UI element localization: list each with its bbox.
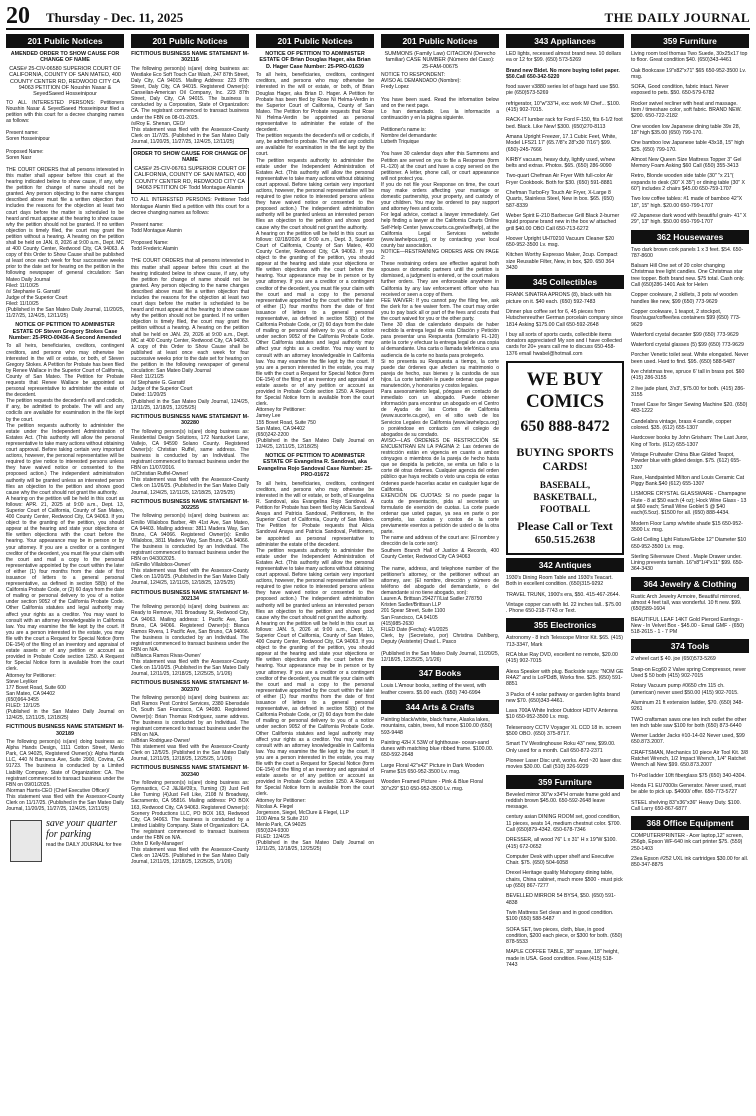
classified-item: Drexel Heritage quality Mahogany dining table, chairs, China cabinet, much more $500 - must pick up (650) 867-7277 [506,870,623,890]
notice-box [131,148,249,194]
newspaper-name: THE DAILY JOURNAL [604,10,750,25]
classified-item: Tri-Pod ladder 10ft fiberglass $75 (650) 340-4304. [631,772,746,779]
classified-item: Waterford crystal decanter $99 (650) 773-9629 [631,331,739,338]
notice-body: The following person(s) is(are) doing business as: Ready to Remove, 701 Broadway St, Redwood City, CA 94063. Mailing address: 1 Pacific Ave, San Bruno, CA 94066. Registered Owner(s): Blanca Ramos Rivera, 1 Pacific Ave, San Bruno, CA 94066. The business is conducted by an Individual. The registrant commenced to transact business under the FBN on N/A. /s/Blanca Ramos Rivas-Owner/ This statement was filed with the Assessor-County Clerk on 11/10/25. (Published in the San Mateo Daily Journal, 12/11/25, 12/18/25, 12/25/25, 1/1/26) [131,604,249,678]
classified-item: SOFA, Good condition, fabric intact. Never exposed to pets. $50. 650-579-6782 [631,84,729,97]
classified-item: Alexa Speaker with plug. Backside says: "NOM GE R4A2" and is LoPDdB, Works fine. $25. (650) 591-8851 [506,668,624,688]
notice-title: FICTITIOUS BUSINESS NAME STATEMENT M-302189 [6,724,124,737]
classified-item: Weber Spirit E-210 Barbecue Grill Black 2-burner liquid propane brand new in the box w/ attached grill $40.00 OBO Call 650-713-6272 [506,212,620,232]
classified-item: #2 Japanese dark wood with beautiful grain- 41" X 29", 13" high. $50.00 650-799-1707 [631,212,747,226]
classified-item: live christmas tree, spruce 6' tall in brass pot. $60 (415) 286-3155 [631,368,745,382]
column-6 [631,34,749,1112]
classified-item: FRANK SINATRA APRONS (8), black with his picture on it. $40 each. (650) 592-7483 [506,292,612,305]
classified-item: 2 wheel cart $ 40. joe (650)573-5269 [631,656,716,663]
classified-item: BEVELLED MIRROR 54 BYS4, $50. (650) 591-4838 [506,893,616,906]
classified-item: Two low coffee tables: #1 made of bamboo 42"X 18", 15" high. $20.00 650-799-1707 [631,196,743,209]
classified-item: Two dark brown cork panels 1 x 3 feet. $54. 650-787-8600 [631,246,744,259]
classified-item: Telesensory CCTV Voyager XL CCD 18 in. screen $500 OBO. (650) 375-8717. [506,724,622,738]
notice-title: FICTITIOUS BUSINESS NAME STATEMENT M-302370 [131,680,249,693]
notice-title: NOTICE OF PETITION TO ADMINISTER ESTATE OF Brian Douglas Hager, aka Brian D. Hager Case Number: 25-PRO-01639 [259,51,371,70]
section-header-public-notices: 201 Public Notices [381,34,499,48]
notice-body: To all heirs, beneficiaries, creditors, contingent creditors, and persons who may otherwise be interested in the will or estate, or both, of Evangelina R. Sandoval, aka Evangelina Rojo Sandoval. A Petition for Probate has been filed by Alicia Sandoval Anaya and Patricia Sandoval, Petitioners, in the Superior Court of California, County of San Mateo. The Petition for Probate requests that Alicia Sandoval Anaya and Patricia Sandoval, Petitioners, be appointed as personal representative to administer the estate of the decedent. The petition requests authority to administer the estate under the Independent Administration of Estates Act. (This authority will allow the personal representative to take many actions without obtaining court approval. Before taking certain very important actions, however, the personal representative will be required to give notice to interested persons unless they have waived notice or consented to the proposed action.) The independent administration authority will be granted unless an interested person files an objection to the petition and shows good cause why the court should not grant the authority. A hearing on the petition will be held in this court as follows: JAN. 5, 2026 at 9:00 a.m., Dept. 13, Superior Court of California, County of San Mateo, 400 County Center, Redwood City, CA 94063. If you object to the granting of the petition, you should appear at the hearing and state your objections or file written objections with the court before the hearing. Your appearance may be in person or by your attorney. If you are a creditor or a contingent creditor of the decedent, you must file your claim with the court and mail a copy to the personal representative appointed by the court within the later of either (1) four months from the date of first issuance of letters to a general personal representative, as defined in section 58(b) of the California Probate Code, or (2) 60 days from the date of mailing or personal delivery to you of a notice under section 9052 of the California Probate Code. Other California statutes and legal authority may affect your rights as a creditor. You may want to consult with an attorney knowledgeable in California law. You may examine the file kept by the court. If you are a person interested in the estate, you may file with the court a Request for Special Notice (form DE-154) of the filing of an inventory and appraisal of estate assets or of any petition or account as provided in Probate Code section 1250. A Request for Special Notice form is available from the court clerk. Attorney for Petitioner: Nicolas A. Flegel Jorgenson, Siegel, McClure & Flegel, LLP 1100 Alma St Suite 210 Menlo Park, CA 94025 (650)324-9300 FILED: 12/4/25 (Published in the San Mateo Daily Journal on 12/11/25, 12/18/25, 12/25/25) [256,480,374,853]
notice-case-header: CASE# 25-CIV-06580 SUPERIOR COURT OF CALIFORNIA, COUNTY OF SAN MATEO, 400 COUNTY CENTER RD, REDWOOD CITY CA 94063 PETITION OF Noushin Nasar & SeyedSaeed Hosseinipour [9,65,121,98]
notice-title: FICTITIOUS BUSINESS NAME STATEMENT M-302280 [131,413,249,427]
classified-item: Lava 700A White Indoor Outdoor HDTV Antenna $10 650-952-3500 Lv. msg. [506,708,618,721]
notice-body: The following person(s) is(are) doing business as: Rafi Ramos Pest Control Services, 2380 Ebensdale Dr, South San Francisco, CA 94080. Registered Owner(s): Brian Thomas Rodriguez, same address. The business is conducted by an Individual. The registrant commenced to transact business under the FBN on N/A. /s/Brian Rodriguez-Owner/ This statement was filed with the Assessor-County Clerk on 12/5/25. (Published in the San Mateo Daily Journal, 12/11/25, 12/18/25, 12/25/25, 1/1/26) [131,695,249,763]
classified-item: Pioneer Laser Disc unit, works. And ~20 laser disc movies $30.00. Call (510) 326-9229 [506,757,622,771]
section-header-electronics: 355 Electronics [506,618,624,632]
column-2 [131,34,249,1112]
classified-item: Retro, Blonde wooden side table (30" "x 21"( expands to desk (30" X 35") or dining table (30" X 60") includes 2 chairs $45.00 650-759-1707 [631,173,745,193]
classified-item: LED lights, recessed almost brand new. 10 dollars ea or 12 for $99. (650) 573-5269 [506,51,622,64]
classified-item: Chefman TurboFry Touch Air Fryer, X-Large 8 Quarts, Stainless Steel, New in box. $65. (650) 587-8339 [506,190,614,209]
page-number: 20 [6,3,30,29]
classified-item: RCA blue Ray DVD, excellent no remote, $20.00 (415) 902-7015 [506,652,618,665]
summons-body: NOTICE TO RESPONDENT: AVISO AL DEMANDADO (Nombre): Fredy Lopez You have been sued. Read the information below and on the next page. Lo han demandado. Lea la información a continuación y en la página siguiente. Petitioner's name is: Nombre del demandante: Lizbeth Triquique You have 30 calendar days after this Summons and Petition are served on you to file a Response (form FL-120) at the court and have a copy served on the petitioner. A letter, phone call, or court appearance will not protect you. If you do not file your Response on time, the court may make orders affecting your marriage or domestic partnership, your property, and custody of your children. You may be ordered to pay support and attorney fees and costs. For legal advice, contact a lawyer immediately. Get help finding a lawyer at the California Courts Online Self-Help Center (www.courts.ca.gov/selfhelp), at the California Legal Services website (www.lawhelpca.org), or by contacting your local county bar association. NOTICE—RESTRAINING ORDERS ARE ON PAGE 2: These restraining orders are effective against both spouses or domestic partners until the petition is dismissed, a judgment is entered, or the court makes further orders. They are enforceable anywhere in California by any law enforcement officer who has received or seen a copy of them. FEE WAIVER: If you cannot pay the filing fee, ask the clerk for a fee waiver form. The court may order you to pay back all or part of the fees and costs that the court waived for you or the other party. Tiene 30 días de calendario después de haber recibido la entrega legal de esta Citación y Petición para presentar una Respuesta (formulario FL-120) ante la corte y efectuar la entrega legal de una copia al demandante. Una carta o llamada telefónica o una audiencia de la corte no basta para protegerlo. Si no presenta su Respuesta a tiempo, la corte puede dar órdenes que afecten su matrimonio o pareja de hecho, sus bienes y la custodia de sus hijos. La corte también le puede ordenar que pague manutención, y honorarios y costos legales. Para asesoramiento legal, póngase en contacto de inmediato con un abogado. Puede obtener información para encontrar un abogado en el Centro de Ayuda de las Cortes de California (www.sucorte.ca.gov), en el sitio web de los Servicios Legales de California (www.lawhelpca.org) o poniéndose en contacto con el colegio de abogados de su condado. AVISO—LAS ÓRDENES DE RESTRICCIÓN SE ENCUENTRAN EN LA PÁGINA 2: Las órdenes de restricción están en vigencia en cuanto a ambos cónyuges o miembros de la pareja de hecho hasta que se despida la petición, se emita un fallo o la corte dé otras órdenes. Cualquier agencia del orden público que haya recibido o visto una copia de estas órdenes puede hacerlas acatar en cualquier lugar de California. EXENCIÓN DE CUOTAS: Si no puede pagar la cuota de presentación, pida al secretario un formulario de exención de cuotas. La corte puede ordenar que usted pague, ya sea en parte o por completo, las cuotas y costos de la corte previamente exentos a petición de usted o de la otra parte. The name and address of the court are: (El nombre y dirección de la corte son): Southern Branch Hall of Justice & Records, 400 County Center, Redwood City CA 94063 The name, address, and telephone number of the petitioner's attorney, or the petitioner without an attorney, are: (El nombre, dirección y número de teléfono del abogado del demandante, o del demandante si no tiene abogado, son): Lauren A. Brittsan 294277/Liat Sadler 278750 Kristen Sadler/Brittsan LLP 201 Spear Street, Suite 1100 San Francisco, CA 94105 (415)985-2630 FILED Date (Fecha): 4/1/2025 Clerk, by (Secretario, por) Christina Dahlberg, Deputy (Asistente) Chad L. Pasco (Published in the San Mateo Daily Journal, 11/20/25, 12/18/25, 12/25/25, 1/1/26) [381,72,499,664]
classified-item: SOFA SET, two pieces, cloth, blue, in good condition, $200 each piece, or $300 for both. (650) 878-5533 [506,926,623,946]
classified-item: DRESSER, all wood 76" L x 31" H x 19"W $100. (415) 672-0652 [506,837,617,850]
classified-item: Computer Desk with upper shelf and Executive Chair. $75. (650) 504-6058 [506,853,614,867]
classified-item: Travel Case for Singer Sewing Machine $20. (650) 483-1222 [631,402,748,415]
classified-item: LISMORE CRYSTAL GLASSWARE - Champagne Flute - 8 at $50 each (4 oz); Hock Wine Glass - 13 at $60 each; Small Wine Goblet 5 @ $40 each(6.5oz). $1500 for all. (650) 888-4434. [631,491,747,517]
section-header-public-notices: 201 Public Notices [256,34,374,48]
section-header-furniture: 359 Furniture [631,34,749,48]
ad-headline-2: BUYING SPORTS CARDS! [516,444,614,473]
classified-item: Werner Ladder Jacks #10-14-02 Never used, $99 650.873.2007. [631,733,745,746]
notice-body: The following person(s) is(are) doing business as: Residential Design Solutions, 172 Nantucket Lane, Vallejo, CA 94590 Solano County. Registered Owner(s): Christian Ruffel, same address. The business is conducted by an Individual. The registrant commenced to transact business under the FBN on 11/07/2016. /s/Christian Ruffel-Owner/ This statement was filed with the Assessor-County Clerk on 11/26/25. (Published in the San Mateo Daily Journal, 12/4/25, 12/11/25, 12/18/25, 12/25/25) [131,428,249,496]
ad-call: Please Call or Text [517,518,613,533]
section-header-furniture: 359 Furniture [506,775,624,789]
classified-item: Dinner plus coffee set for 6, 45 pieces from Hutschenreuther German porcelain company since 1814 Asking $175.00 Call 650-592-2648 [506,308,624,328]
classified-item: 2 live jade plant, 3'x3', $75.00 for both. (415) 286-3155 [631,385,745,398]
classified-item: refrigerator, 10"w"33"H, exc work M/ Chef... $100. (415) 902-7015. [506,100,621,114]
classified-item: Waterford crystal glasses (5) $99 (650) 773-9629 [631,342,744,349]
classified-item: I buy all sorts of sports cards, collectible items donators appreciated! My son and I have collected cards for 20+ years call me to discuss 650-458-1376 email hwabel@hotmail.com [506,331,622,357]
classified-item: Hardcover books by John Grisham: The Last Juror, King of Torts. (612) 655-1307 [631,435,749,448]
classified-item: Modern Floor Lamp w/white shade $15 650-952-3500 Lv. msg. [631,520,743,533]
classified-item: Vintage copper can with lid. 22 inches tall.. $75.00 . Phone 650-218-7743 or Text. [506,601,622,615]
parking-meter-icon [10,820,42,862]
notice-body: TO ALL INTERESTED PERSONS: Petitioner Todd Montague Alamin filed a petition with this court for a decree changing names as follows: Present name: Todd Montague Alamin Proposed Name: Todd Frederic Alamin THE COURT ORDERS that all persons interested in this matter shall appear before this court at the hearing indicated below to show cause, if any, why the petition for change of name should not be granted. Any person objecting to the name changes described above must file a written objection that includes the reasons for the objection at least two court days before the matter is scheduled to be heard and must appear at the hearing to show cause why the petition should not be granted. If no written objection is timely filed, the court may grant the petition without a hearing. A hearing on the petition shall be held on JAN. 29, 2026 at 9:00 a.m., Dept. MC at 400 County Center, Redwood City, CA 94063. A copy of this Order to Show Cause shall be published at least once each week for four successive weeks prior to the date set for hearing on the petition in the following newspaper of general circulation: San Mateo Daily Journal Filed: 11/21/25 /s/ Stephanie G. Garratt/ Judge of the Superior Court Dated: 11/20/25 (Published in the San Mateo Daily Journal, 12/4/25, 12/11/25, 12/18/25, 12/25/25) [131,197,249,411]
parking-ad [6,818,124,864]
ad-headline: save your quarter for parking [46,818,118,841]
column-5 [506,34,624,1112]
section-header-household: 362 Housewares [631,230,749,244]
we-buy-comics-ad [506,361,624,555]
notice-title: AMENDED ORDER TO SHOW CAUSE FOR CHANGE OF NAME [10,51,120,64]
classified-item: RACK-IT lumber rack for Ford F-150, fits 6-1/2 foot bed. Black. Like New! $300. (650)270-8113 [506,117,623,130]
classified-item: Large Floral 42"x42" Picture in Dark Wooden Frame $15 650-952-3500 Lv. msg. [381,762,485,775]
columns [6,34,750,1112]
notice-title: NOTICE OF PETITION TO ADMINISTER ESTATE OF Evangelina R. Sandoval, aka Evangelina Rojo Sandoval Case Number: 25-PRO-01672 [257,453,373,479]
classified-item: CRAFTSMAN, Mechanics 10 piece Air Tool Kit. 3/8 Ratchet Wrench, 1/2 Impact Wrench, 1/4" Ratchet Wrench all New $99. 650.873.2007 [631,749,748,769]
classified-item: 1930's Dining Room Table and 1930's Teacart. Both in excellent condition. (650)315-9292 [506,574,613,588]
classified-item: Copper cookware, 1 teapot, 2 stockpot, flour/sugar/coffee/tea containers $99 (650) 773-9629 [631,308,741,328]
classified-item: 23ea Epson #252 UXL ink cartridges $30.00 for all. 850-347-8875 [631,856,749,869]
classified-item: COMPUTER/PRINTER - Acer laptop,12" screen, 256gb, Epson WF-640 ink cart printer $75. (559) 250-1403 [631,833,743,852]
classified-item: Rare, Handpainted Milton and Louis Ceramic Cat Piggy Bank.$40 (612) 655-1307 [631,474,745,488]
classified-item: Vintage Fruitwafer China Blue Gilded Teapot, Powder blue with gilded design. $75. (612) 655-1307 [631,451,741,471]
notice-body: The following person(s) is(are) doing business as: Alpha Hands Design, 1111 Cotton Street, Menlo Park, CA 94025, Registered Owner(s): Alpha Hands LLC, 440 N Barranca Ave, Suite 2900, Covina, CA 91723. The business is conducted by a Limited Liability Company. State of Organization: CA. The registrant commenced to transact business under the FBN on 09/01/2025. /Norman Harris-CEO (Chief Executive Officer)/ This statement was filed with the Assessor-County Clerk on 11/17/25. (Published in the San Mateo Daily Journal, 11/20/25, 11/27/25, 12/4/25, 12/11/25) [6,739,124,813]
section-header-collectibles: 345 Collectibles [506,275,624,289]
section-header-arts: 344 Arts & Crafts [381,700,499,714]
notice-title: NOTICE OF PETITION TO ADMINISTER ESTATE OF Steven Gregory Stokes Case Number: 25-PRO-00436-A Second Amended [8,322,122,342]
classified-item: Aluminum 21 ft extension ladder, $70. (650) 348-9261 [631,699,744,713]
ad-phone: 650 888-8472 [520,417,610,435]
section-header-jewelry: 364 Jewelry & Clothing [631,577,749,591]
classified-item: Oak Bookcase 19"x82"x71" $65 650-952-3500 Lv. msg. [631,67,747,80]
classified-item: Porcher Venetic toilet seat. White elongated. Never been used. Hard to find. $95. (650) 588-5487 [631,352,749,365]
notice-body: The following person(s) is(are) doing business as: Emilio Villalobos Barber, 4th 41st Ave, San Mateo, CA 94403. Mailing address: 3811 Madera Way, San Bruno, CA 94066. Registered Owner(s): Emilio Villalobos, 3811 Madera Way, San Bruno, CA 94066. The business is conducted by an Individual. The registrant commenced to transact business under the FBN on 04/30/2025. /s/Emilio Villalobos-Owner/ This statement was filed with the Assessor-County Clerk on 11/20/25. (Published in the San Mateo Daily Journal, 12/4/25, 12/11/25, 12/18/25, 12/25/25) [131,513,249,587]
ad-tagline: read the DAILY JOURNAL for free [46,842,122,849]
section-header-public-notices: 201 Public Notices [6,34,124,48]
notice-body: To all heirs, beneficiaries, creditors, contingent creditors, and persons who may otherwise be interested in the will or estate, or both, of Brian Douglas Hager, aka Brian D. Hager. A Petition for Probate has been filed by Rose Ni Helma-Verdin in the Superior Court of California, County of San Mateo. The Petition for Probate requests that Rose Ni Helma-Verdin be appointed as personal representative to administer the estate of the decedent. The petition requests the decedent's will or codicils, if any, be admitted to probate. The will and any codicils are available for examination in the file kept by the court. The petition requests authority to administer the estate under the Independent Administration of Estates Act. (This authority will allow the personal representative to take many actions without obtaining court approval. Before taking certain very important actions, however, the personal representative will be required to give notice to interested persons unless they have waived notice or consented to the proposed action.) The independent administration authority will be granted unless an interested person files an objection to the petition and shows good cause why the court should not grant the authority. A hearing on the petition will be held in this court as follows: 02/18/2026 at 9:00 a.m., Dept. 3, Superior Court of California, County of San Mateo, 400 County Center, Redwood City, CA 94063. If you object to the granting of the petition, you should appear at the hearing and state your objections or file written objections with the court before the hearing. Your appearance may be in person or by your attorney. If you are a creditor or a contingent creditor of the decedent, you must file your claim with the court and mail a copy to the personal representative appointed by the court within the later of either (1) four months from the date of first issuance of letters to a general personal representative, as defined in section 58(b) of the California Probate Code, or (2) 60 days from the date of mailing or personal delivery to you of a notice under section 9052 of the California Probate Code. Other California statutes and legal authority may affect your rights as a creditor. You may want to consult with an attorney knowledgeable in California law. You may examine the file kept by the court. If you are a person interested in the estate, you may file with the court a Request for Special Notice (form DE-154) of the filing of an inventory and appraisal of estate assets or of any petition or account as provided in Probate Code section 1250. A Request for Special Notice form is available from the court clerk. Attorney for Petitioner: Jamey Lee 155 Bovet Road, Suite 750 San Mateo, CA 94402 (650)242-2200 (Published in the San Mateo Daily Journal on 12/4/25, 12/11/25, 12/18/25) [256,72,374,450]
ad-phone-2: 650.515.2638 [534,533,596,546]
notice-body: The following person(s) is(are) doing business as: Gymnastics, C-2 J&J&#39;s, Turning (3) Just Fell Like Turning (4)Just Fell Like, 2108 N Broadway, Sacramento, CA 95816. Mailing address: PO BOX 163, Redwood City, CA 94063. Registered Owner(s): Scenery Productions LLC, PO BOX 163, Redwood City, CA 94063. The business is conducted by a Limited Liability Company. State of Organization: CA. The registrant commenced to transact business under the FBN on N/A. /John D Kelly-Manager/ This statement was filed with the Assessor-County Clerk on 12/4/25. (Published in the San Mateo Daily Journal, 12/11/25, 12/18/25, 12/25/25, 1/1/26) [131,780,249,866]
classified-item: Painting black/white, black frame, Alaska lakes, mountains, cabin, trees, full moon $100.00 (650) 593-9448 [381,716,493,736]
classified-item: Gold Ceiling Light Fixture/Globe 12" Diameter $10 650-952-3500 Lv. msg. [631,537,747,550]
classified-item: Smart TV Westinghouse Roku 43" new, $99.00. Only used for a month. Call 650-872-2371 [506,741,616,754]
column-3 [256,34,374,1112]
classified-item: Rocker swivel recliner with heat and massage. Item / timeshare color, soft fabric. BRAND NEW. $200. 650-722-2182 [631,100,742,120]
ad-headline: WE BUY COMICS [525,368,605,412]
notice-title: FICTITIOUS BUSINESS NAME STATEMENT M-302116 [131,51,249,64]
notice-body: The following person(s) is(are) doing business as: Westlake Eco Soft Touch Car Wash, 247 87th Street, Daly City, CA 94015. Mailing Address: 223 87th Street, Daly City, CA 94015. Registered Owner(s): Canseilan-American Oil Company, Inc. 223 87th Street, Daly City, CA 94015. The business is conducted by a Corporation, State of Organization: CA. The registrant commenced to transact business under the FBN on 08-01-2025. /s/Roy E. Shenan, CEO/ This statement was filed with the Assessor-County Clerk on 11/7/25. (Published in the San Mateo Daily Journal, 11/20/25, 11/27/25, 12/4/25, 12/11/25) [131,65,249,145]
classified-item: Painting 42H X 53W of lighthouse- ocean-sand dunes with matching blue ribbed frame. $100.00. 650-592-2648 [381,739,494,759]
classified-item: food saver v3880 series lot of bags hard use $50. pie (650)573-5269 [506,84,620,97]
classified-item: Brand new Bidet. No more buying toilet paper. $50.Call 650-342-5220 [506,67,620,80]
classified-item: MAPLE COFFEE TABLE, 38" square, 18" height, made in USA. Good condition. Free.(415) 518-7443 [506,949,619,969]
classified-item: Wooden Framed Picture - Pink & Blue Floral 30"x29" $10 650-952-3500 Lv. msg. [381,779,483,792]
classified-item: Kitchen Worthy Espresso Maker, 2cup. Compact size Reusable Filter, New, in box, $20. 650 364 3430 [506,252,618,272]
notice-title: FICTITIOUS BUSINESS NAME STATEMENT M-302134 [131,589,249,602]
classified-item: Candelabra vintage, brass 4 candle, copper colored. $35. (612) 655-1307 [631,418,732,432]
classified-item: Rustic Arch Jewelry Armoire, Beautiful mirrored, almost 4 feet tall, was wonderful. 10 ft new. $99.(650)589-1604 [631,593,742,613]
classified-item: One wooden low Japanese dining table 39x 28, 18" high $35.00 (650) 799-170. [631,123,741,136]
classified-item: Astronomy - 8 inch Telescope Mirror Kit. $65. (415) 713-3347, Mark [506,635,623,648]
section-header-antiques: 342 Antiques [506,558,624,572]
classified-item: Balsam Hill One set of 20 color changing Christmas tree light candles. One Christmas star tree topper. Both brand new. $75 total. Cash only. Call (650)286-1401 Ask for Helen [631,263,745,289]
notice-title: ORDER TO SHOW CAUSE FOR CHANGE OF NAME [133,151,247,164]
classified-item: TWO craftsman saws one ten inch outlet the other ten inch table saw $100 for both (650) 873-6440 [631,716,747,729]
section-header-books: 347 Books [381,666,499,680]
classified-item: One bamboo low Japanese table 43x18, 15" high $25. (650) 799-170. [631,140,745,153]
column-4 [381,34,499,1112]
classified-item: century asian DINING ROOM set, good condition, 11 pieces, seats 14, medium chestnut color. $700. Call (650)879-4342. 650-678-7346 [506,814,621,833]
page-date: Thursday - Dec. 11, 2025 [46,10,184,25]
classified-item: Living room tool thomas Two Suede, 30x25x17 top to floor. Great condition $40. (650)343-4461 [631,51,748,64]
classified-item: Beveled mirror 30"w x34"H ornate frame gold and reddish brown $45.00. 650-592-2648 leave message. [506,791,621,811]
summons-header: SUMMONS (Family Law) CITACION (Derecho familiar) CASE NUMBER (Número del Caso): 25-FAM-00675 [384,51,496,70]
notice-title: FICTITIOUS BUSINESS NAME STATEMENT M-302340 [131,765,249,778]
section-header-tools: 374 Tools [631,639,749,653]
classified-item: Snap-on Ecg60 2 Valve spring Compressor, never Used $ 50 both (415) 902-7015 [631,666,746,680]
classified-item: KIRBY vacuum, heavy duty, lightly used, w/new belts and extras. Photos. $65. (650) 286-9090 [506,156,616,170]
notice-body: To all heirs, beneficiaries, creditors, contingent creditors, and persons who may otherwise be interested in the will or estate, or both, of Steven Gregory Stokes. A Petition for Probate has been filed by Renee Wallace in the Superior Court of California, County of San Mateo. The Petition for Probate requests that Renee Wallace be appointed as personal representative to administer the estate of the decedent. The petition requests the decedent's will and codicils, if any, be admitted to probate. The will and any codicils are available for examination in the file kept by the court. The petition requests authority to administer the estate under the Independent Administration of Estates Act. (This authority will allow the personal representative to take many actions without obtaining court approval. Before taking certain very important actions, however, the personal representative will be required to give notice to interested persons unless they have waived notice or consented to the proposed action.) The independent administration authority will be granted unless an interested person files an objection to the petition and shows good cause why the court should not grant the authority. A hearing on the petition will be held in this court as follows: APR. 21, 2025 at 9:00 a.m., Dept. 13, Superior Court of California, County of San Mateo, 400 County Center, Redwood City, CA 94063. If you object to the granting of the petition, you should appear at the hearing and state your objections or file written objections with the court before the hearing. Your appearance may be in person or by your attorney. If you are a creditor or a contingent creditor of the decedent, you must file your claim with the court and mail a copy to the personal representative appointed by the court within the later of either (1) four months from the date of first issuance of letters to a general personal representative, as defined in section 58(b) of the California Probate Code, or (2) 60 days from the date of mailing or personal delivery to you of a notice under section 9052 of the California Probate Code. Other California statutes and legal authority may affect your rights as a creditor. You may want to consult with an attorney knowledgeable in California law. You may examine the file kept by the court. If you are a person interested in the estate, you may file with the court a Request for Special Notice (form DE-154) of the filing of an inventory and appraisal of estate assets or of any petition or account as provided in Probate Code section 1250. A Request for Special Notice form is available from the court clerk. Attorney for Petitioner: Steve Leyliker 177 Bovet Road, Suite 600 San Mateo, CA 94402 (650)964-3455 FILED: 12/1/25 (Published in the San Mateo Daily Journal on 12/4/25, 12/11/25, 12/18/25) [6,343,124,722]
classified-item: 3 Packs of 4 solar pathway or garden lights brand new $70. (650)343-4461. [506,691,620,704]
notice-title: FICTITIOUS BUSINESS NAME STATEMENT M-302255 [131,498,249,511]
classified-item: Amana Upright Freezer, 17.1 Cubic Feet, White, Model LFS21 17' (65.7/8"x 28"x30 7/16") $99. (650)-245-7666 [506,133,617,153]
notice-body: TO ALL INTERESTED PERSONS: Petitioners Noushin Nasar & SeyedSaeed Hosseinipour filed a petition with this court for a decree changing names as follows: Present name: Soren Hosseinipour Proposed Name: Soren Nasr THE COURT ORDERS that all persons interested in this matter shall appear before this court at the hearing indicated below to show cause, if any, why the petition for change of name should not be granted. Any person objecting to the name changes described above must file a written objection that includes the reasons for the objection at least two court days before the matter is scheduled to be heard and must appear at the hearing to show cause why the petition should not be granted. If no written objection is timely filed, the court may grant the petition without a hearing. A hearing on the petition shall be held on JAN. 8, 2026 at 9:00 a.m., Dept. MC at 400 County Center, Redwood City, CA 94063. A copy of this Order to Show Cause shall be published at least once each week for four successive weeks prior to the date set for hearing on the petition in the following newspaper of general circulation: San Mateo Daily Journal Filed: 11/10/25 /s/ Stephanie G. Garratt/ Judge of the Superior Court Filed: 11/10/25 (Published in the San Mateo Daily Journal, 11/20/25, 11/27/25, 12/4/25, 12/11/25) [6,99,124,320]
page-header [6,4,750,30]
notice-case-header: CASE# 25-CIV-06761 SUPERIOR COURT OF CALIFORNIA, COUNTY OF SAN MATEO, 400 COUNTY CENTER RD, REDWOOD CITY CA 94063 PETITION OF Todd Montague Alamin [134,165,246,192]
section-header-appliances: 343 Appliances [506,34,624,48]
classified-item: Almost New Queen Size Mattress Topper 3" Gel Memory Foam Asking $60 Call (650) 355-3413 [631,156,742,170]
ad-subhead: BASEBALL, BASKETBALL, FOOTBALL [533,479,597,514]
classified-item: Two-quart Chefman Air Fryer With full-color Air Fryer Cookbook. Both for $30. (650) 591-8881 [506,173,613,186]
classified-item: Louis L'Amour books, setting of the west, with leather covers. $5.00 each. (650) 740-6994 [381,683,487,696]
classified-item: BEAUTIFUL LEAF 14KT Gold Pierced Earrings - New - In Velvet Box - $45.00 - Email GMF - (650) 518-2615 - 1 - 7 PM [631,616,745,636]
section-header-public-notices: 201 Public Notices [131,34,249,48]
classified-item: Hoover Upright UH70210 Vacuum Cleaner $20 650-952-3500 Lv. msg. [506,235,615,249]
column-1 [6,34,124,1112]
classified-item: Honda F1 EU7000is Generator. Never used, must be able to pick up. $4000/ offer. 650-773-5727 [631,782,746,796]
section-header-office: 368 Office Equipment [631,816,749,830]
classified-item: Copper cookware, 2 skillets, 3 pots w/ wooden handles like new, $99 (650) 773-9629 [631,292,738,305]
classified-item: Twin Mattress Set clean and in good condition. $100 (650) 588-5487 [506,909,614,923]
classified-item: Sterling Silverware Chest . Maple Drawer under. Lining prevents tarnish. 16"x8"1/4"x11" $99. 650-364-3430 [631,553,744,573]
classified-item: Rotary Vacuum pump #0650 cfm 115 ch. (american) never used $50.00 (415) 902-7015. [631,683,739,696]
classified-item: STEEL shelving 83"x36"x36" Heavy Duty. $100. Call Larry 650-867-6877 [631,799,741,812]
classified-item: TRAVEL TRUNK, 1900's era, $50. 415-467-2644. [506,591,620,598]
